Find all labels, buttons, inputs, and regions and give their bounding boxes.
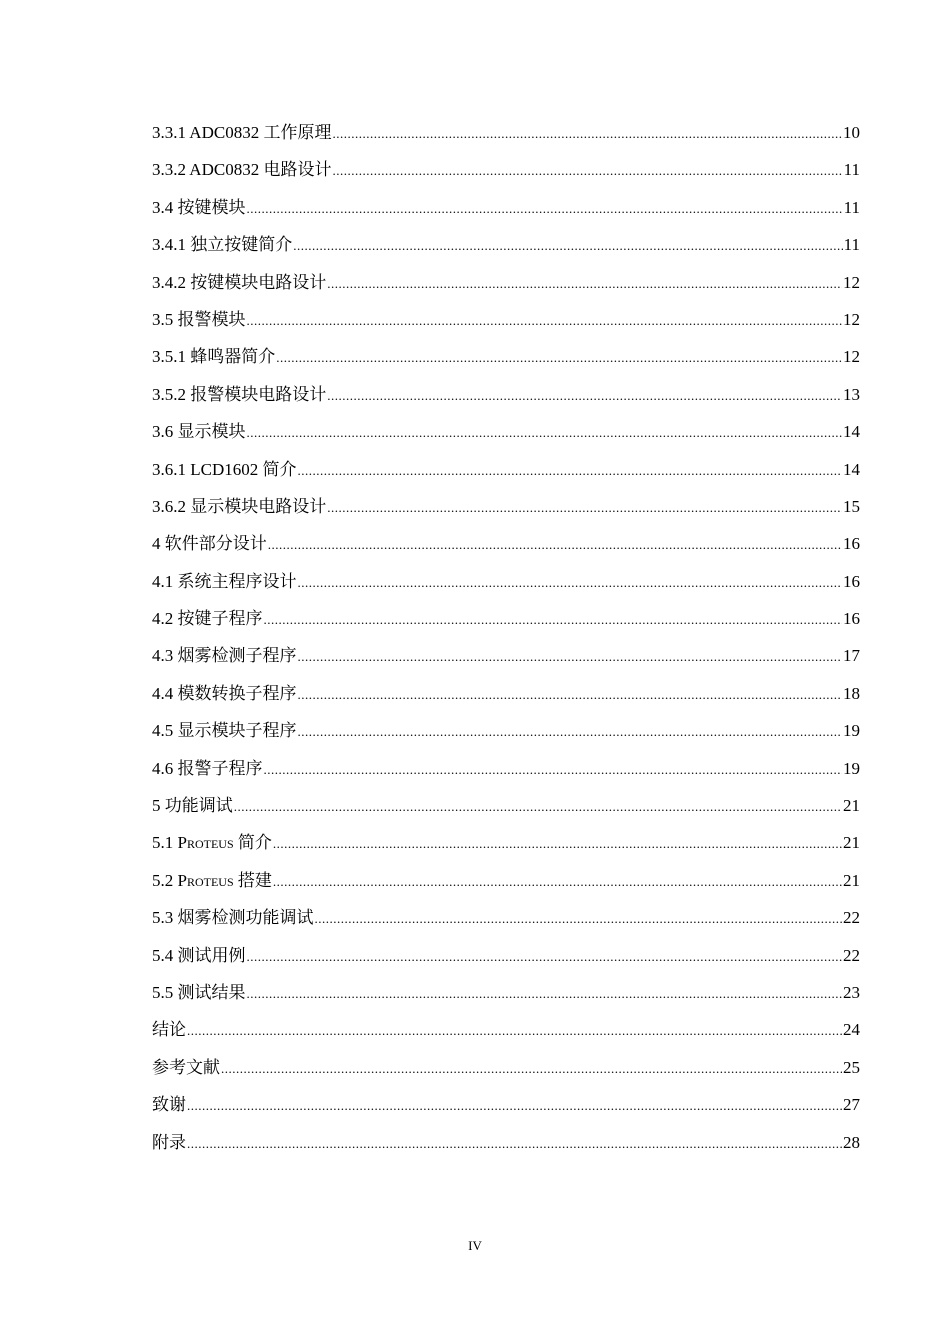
toc-entry-label: 3.6 显示模块 — [152, 422, 246, 442]
toc-leader-dots — [264, 601, 843, 638]
toc-entry[interactable] — [152, 189, 860, 226]
toc-entry-page-number: 14 — [843, 459, 860, 479]
toc-entry-page-number: 12 — [843, 309, 860, 329]
toc-entry-page-number: 17 — [843, 646, 860, 666]
toc-entry-page-number: 11 — [843, 160, 860, 180]
toc-leader-dots — [247, 414, 843, 451]
toc-leader-dots — [273, 863, 842, 900]
toc-entry-page-number: 21 — [843, 833, 860, 853]
toc-entry[interactable] — [152, 1086, 860, 1123]
toc-entry-page-number: 11 — [843, 197, 860, 217]
toc-leader-dots — [327, 377, 842, 414]
toc-entry-label: 4.1 系统主程序设计 — [152, 571, 297, 591]
toc-leader-dots — [247, 302, 843, 339]
toc-entry[interactable] — [152, 600, 860, 637]
toc-entry-label: 3.6.2 显示模块电路设计 — [152, 496, 327, 516]
toc-leader-dots — [332, 152, 842, 189]
toc-entry[interactable] — [152, 151, 860, 188]
toc-entry[interactable] — [152, 264, 860, 301]
toc-entry[interactable] — [152, 824, 860, 861]
toc-leader-dots — [187, 1012, 842, 1049]
toc-entry[interactable] — [152, 862, 860, 899]
toc-entry-page-number: 24 — [843, 1020, 860, 1040]
toc-entry-label: 5.3 烟雾检测功能调试 — [152, 908, 314, 928]
toc-leader-dots — [273, 825, 842, 862]
toc-entry-page-number: 16 — [843, 534, 860, 554]
toc-entry[interactable] — [152, 712, 860, 749]
toc-entry[interactable] — [152, 226, 860, 263]
toc-entry[interactable] — [152, 563, 860, 600]
toc-entry[interactable] — [152, 413, 860, 450]
toc-entry-label: 4.2 按键子程序 — [152, 609, 263, 629]
toc-entry-label: 4.4 模数转换子程序 — [152, 683, 297, 703]
toc-entry[interactable] — [152, 899, 860, 936]
toc-leader-dots — [264, 751, 843, 788]
toc-leader-dots — [298, 564, 843, 601]
toc-entry-label: 3.4.1 独立按键简介 — [152, 235, 293, 255]
toc-leader-dots — [247, 975, 843, 1012]
toc-entry-page-number: 25 — [843, 1057, 860, 1077]
toc-leader-dots — [234, 788, 842, 825]
toc-entry-label: 3.4.2 按键模块电路设计 — [152, 272, 327, 292]
toc-entry-label: 5 功能调试 — [152, 796, 233, 816]
toc-entry[interactable] — [152, 974, 860, 1011]
toc-entry-page-number: 27 — [843, 1095, 860, 1115]
toc-entry-page-number: 15 — [843, 496, 860, 516]
toc-entry[interactable] — [152, 787, 860, 824]
toc-leader-dots — [298, 713, 843, 750]
toc-entry-page-number: 12 — [843, 347, 860, 367]
toc-leader-dots — [298, 638, 843, 675]
toc-entry[interactable] — [152, 637, 860, 674]
toc-entry-label: 3.5 报警模块 — [152, 309, 246, 329]
toc-entry-label: 致谢 — [152, 1095, 186, 1115]
toc-entry-page-number: 10 — [843, 123, 860, 142]
toc-entry[interactable] — [152, 1049, 860, 1086]
toc-leader-dots — [268, 526, 842, 563]
toc-entry[interactable] — [152, 675, 860, 712]
toc-leader-dots — [332, 115, 842, 152]
toc-entry-label: 3.3.1 ADC0832 工作原理 — [152, 123, 332, 142]
toc-entry[interactable] — [152, 488, 860, 525]
toc-entry-label: 3.5.2 报警模块电路设计 — [152, 384, 327, 404]
toc-entry-page-number: 13 — [843, 384, 860, 404]
table-of-contents — [152, 114, 860, 1161]
toc-entry-page-number: 21 — [843, 870, 860, 890]
toc-leader-dots — [247, 938, 843, 975]
toc-leader-dots — [327, 265, 842, 302]
toc-entry[interactable] — [152, 525, 860, 562]
toc-entry-label: 附录 — [152, 1132, 186, 1152]
toc-entry-label: 5.2 Proteus 搭建 — [152, 870, 272, 890]
toc-entry[interactable] — [152, 1011, 860, 1048]
toc-entry-label: 4.3 烟雾检测子程序 — [152, 646, 297, 666]
toc-entry[interactable] — [152, 376, 860, 413]
toc-leader-dots — [187, 1087, 842, 1124]
toc-entry-label: 5.5 测试结果 — [152, 982, 246, 1002]
toc-entry-label: 4.6 报警子程序 — [152, 758, 263, 778]
toc-entry-page-number: 11 — [843, 235, 860, 255]
toc-leader-dots — [221, 1050, 842, 1087]
toc-leader-dots — [298, 676, 843, 713]
toc-entry-label: 4.5 显示模块子程序 — [152, 721, 297, 741]
toc-entry-label: 5.1 Proteus 简介 — [152, 833, 272, 853]
toc-entry-page-number: 28 — [843, 1132, 860, 1152]
toc-entry-label: 4 软件部分设计 — [152, 534, 267, 554]
page-number: IV — [468, 1238, 482, 1253]
toc-entry-page-number: 16 — [843, 609, 860, 629]
toc-entry-label: 3.6.1 LCD1602 简介 — [152, 459, 297, 479]
toc-entry-page-number: 21 — [843, 796, 860, 816]
toc-entry-label: 5.4 测试用例 — [152, 945, 246, 965]
toc-entry-page-number: 19 — [843, 721, 860, 741]
toc-entry-page-number: 16 — [843, 571, 860, 591]
toc-leader-dots — [293, 227, 842, 264]
toc-entry-page-number: 14 — [843, 422, 860, 442]
toc-entry-page-number: 23 — [843, 982, 860, 1002]
toc-entry[interactable] — [152, 301, 860, 338]
toc-entry-page-number: 12 — [843, 272, 860, 292]
toc-leader-dots — [315, 900, 843, 937]
toc-entry-label: 参考文献 — [152, 1057, 220, 1077]
toc-entry[interactable] — [152, 338, 860, 375]
toc-entry[interactable] — [152, 451, 860, 488]
toc-leader-dots — [298, 452, 843, 489]
toc-leader-dots — [327, 489, 842, 526]
toc-leader-dots — [247, 190, 843, 227]
toc-entry-label: 3.4 按键模块 — [152, 197, 246, 217]
toc-entry-label: 3.5.1 蜂鸣器简介 — [152, 347, 276, 367]
toc-entry-page-number: 18 — [843, 683, 860, 703]
toc-entry-page-number: 22 — [843, 908, 860, 928]
toc-entry-label: 结论 — [152, 1020, 186, 1040]
toc-entry-label: 3.3.2 ADC0832 电路设计 — [152, 160, 332, 180]
toc-entry[interactable] — [152, 937, 860, 974]
toc-entry[interactable] — [152, 750, 860, 787]
toc-entry-page-number: 19 — [843, 758, 860, 778]
toc-entry[interactable] — [152, 1124, 860, 1161]
toc-leader-dots — [187, 1125, 842, 1162]
toc-entry[interactable] — [152, 114, 860, 151]
toc-entry-page-number: 22 — [843, 945, 860, 965]
toc-leader-dots — [276, 339, 842, 376]
